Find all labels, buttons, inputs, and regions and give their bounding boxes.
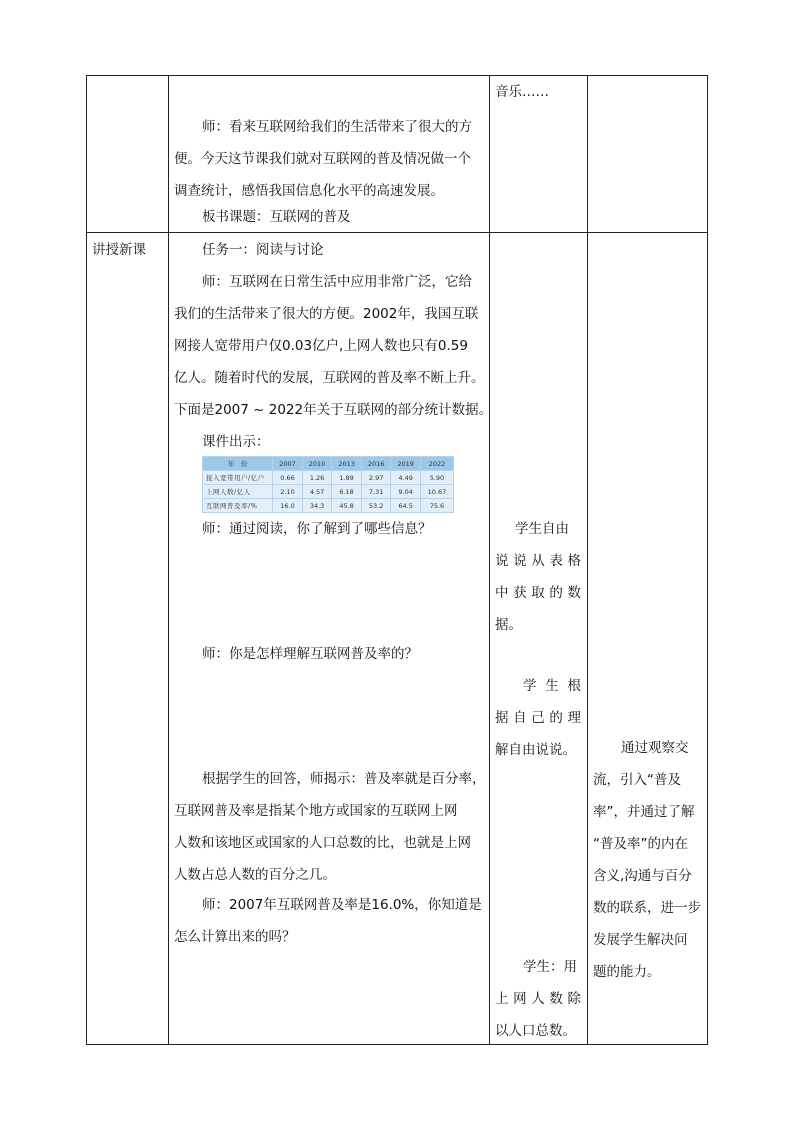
table-border-left	[86, 75, 87, 1045]
table-cell: 45.8	[332, 499, 362, 513]
teacher-line: 师：互联网在日常生活中应用非常广泛，它给	[202, 274, 472, 290]
design-intent-line: 发展学生解决问	[593, 932, 688, 948]
header-cell: 2007	[273, 457, 303, 471]
row-divider	[86, 232, 708, 233]
student-note-line: 中获取的数	[495, 585, 581, 601]
student-note-line: 据。	[495, 617, 522, 633]
student-note-line: 据自己的理	[495, 710, 581, 726]
table-row	[203, 485, 454, 499]
table-cell: 1.26	[302, 471, 332, 485]
table-border-bottom	[86, 1044, 708, 1045]
row-label: 接入宽带用户/亿户	[203, 471, 273, 485]
table-cell: 2.97	[361, 471, 391, 485]
table-cell: 7.31	[361, 485, 391, 499]
design-intent-line: 含义,沟通与百分	[593, 868, 692, 884]
student-note	[495, 670, 581, 766]
design-intent-line: 题的能力。	[593, 964, 661, 980]
design-intent-line: 率”，并通过了解	[593, 804, 695, 820]
table-cell: 5.90	[420, 471, 453, 485]
design-intent-line: 流，引入“普及	[593, 772, 681, 788]
header-cell: 年 份	[203, 457, 273, 471]
header-cell: 2010	[302, 457, 332, 471]
row-label: 互联网普及率/%	[203, 499, 273, 513]
teacher-line: 互联网普及率是指某个地方或国家的互联网上网	[174, 803, 458, 819]
col-divider-3	[587, 75, 588, 1045]
design-intent	[593, 732, 703, 988]
intro-line: 师：看来互联网给我们的生活带来了很大的方	[202, 119, 472, 135]
table-cell: 4.57	[302, 485, 332, 499]
col-divider-2	[489, 75, 490, 1045]
header-cell: 2016	[361, 457, 391, 471]
table-cell: 53.2	[361, 499, 391, 513]
teacher-question: 师：你是怎样理解互联网普及率的？	[202, 646, 418, 662]
teacher-line: 网接人宽带用户仅0.03亿户,上网人数也只有0.59	[174, 338, 468, 354]
table-cell: 6.18	[332, 485, 362, 499]
table-row	[203, 471, 454, 485]
table-border-top	[86, 75, 708, 76]
student-note-line: 学生根	[523, 678, 581, 694]
student-note-line: 学生自由	[515, 521, 569, 537]
table-cell: 34.3	[302, 499, 332, 513]
table-cell: 0.66	[273, 471, 303, 485]
header-cell: 2022	[420, 457, 453, 471]
design-intent-line: 通过观察交	[621, 740, 689, 756]
intro-line: 调查统计，感悟我国信息化水平的高速发展。	[174, 183, 444, 199]
table-cell: 10.67	[420, 485, 453, 499]
student-note-line: 说说从表格	[495, 553, 581, 569]
table-cell: 75.6	[420, 499, 453, 513]
task-heading: 任务一：阅读与讨论	[202, 242, 324, 258]
courseware-label: 课件出示：	[202, 434, 270, 450]
table-cell: 9.04	[391, 485, 421, 499]
statistics-table	[202, 456, 454, 513]
table-cell: 4.49	[391, 471, 421, 485]
student-activity-music: 音乐……	[495, 84, 549, 100]
teacher-question: 师：2007年互联网普及率是16.0%，你知道是	[202, 897, 482, 913]
section-label: 讲授新课	[92, 242, 146, 258]
table-row	[203, 499, 454, 513]
teacher-question: 师：通过阅读，你了解到了哪些信息？	[202, 521, 432, 537]
table-cell: 2.10	[273, 485, 303, 499]
teacher-line: 根据学生的回答，师揭示：普及率就是百分率，	[202, 771, 486, 787]
teacher-line: 下面是2007 ~ 2022年关于互联网的部分统计数据。	[174, 402, 493, 418]
table-cell: 1.89	[332, 471, 362, 485]
board-title-line: 板书课题：互联网的普及	[202, 209, 351, 225]
intro-line: 便。今天这节课我们就对互联网的普及情况做一个	[174, 151, 471, 167]
design-intent-line: “普及率”的内在	[593, 836, 688, 852]
table-border-right	[707, 75, 708, 1045]
teacher-line: 人数占总人数的百分之几。	[174, 867, 336, 883]
teacher-line: 我们的生活带来了很大的方便。2002年，我国互联	[174, 306, 479, 322]
col-divider-1	[168, 75, 169, 1045]
header-cell: 2019	[391, 457, 421, 471]
teacher-line: 亿人。随着时代的发展，互联网的普及率不断上升。	[174, 370, 485, 386]
row-label: 上网人数/亿人	[203, 485, 273, 499]
student-note-line: 上网人数除	[495, 991, 581, 1007]
student-note-line: 解自由说说。	[495, 742, 576, 758]
table-header-row	[203, 457, 454, 471]
teacher-question: 怎么计算出来的吗？	[174, 929, 296, 945]
student-note-line: 学生：用	[523, 959, 577, 975]
student-note	[495, 951, 581, 1047]
table-cell: 16.0	[273, 499, 303, 513]
student-note-line: 以人口总数。	[495, 1023, 576, 1039]
table-cell: 64.5	[391, 499, 421, 513]
design-intent-line: 数的联系，进一步	[593, 900, 701, 916]
teacher-line: 人数和该地区或国家的人口总数的比，也就是上网	[174, 835, 471, 851]
header-cell: 2013	[332, 457, 362, 471]
student-note	[495, 513, 581, 641]
